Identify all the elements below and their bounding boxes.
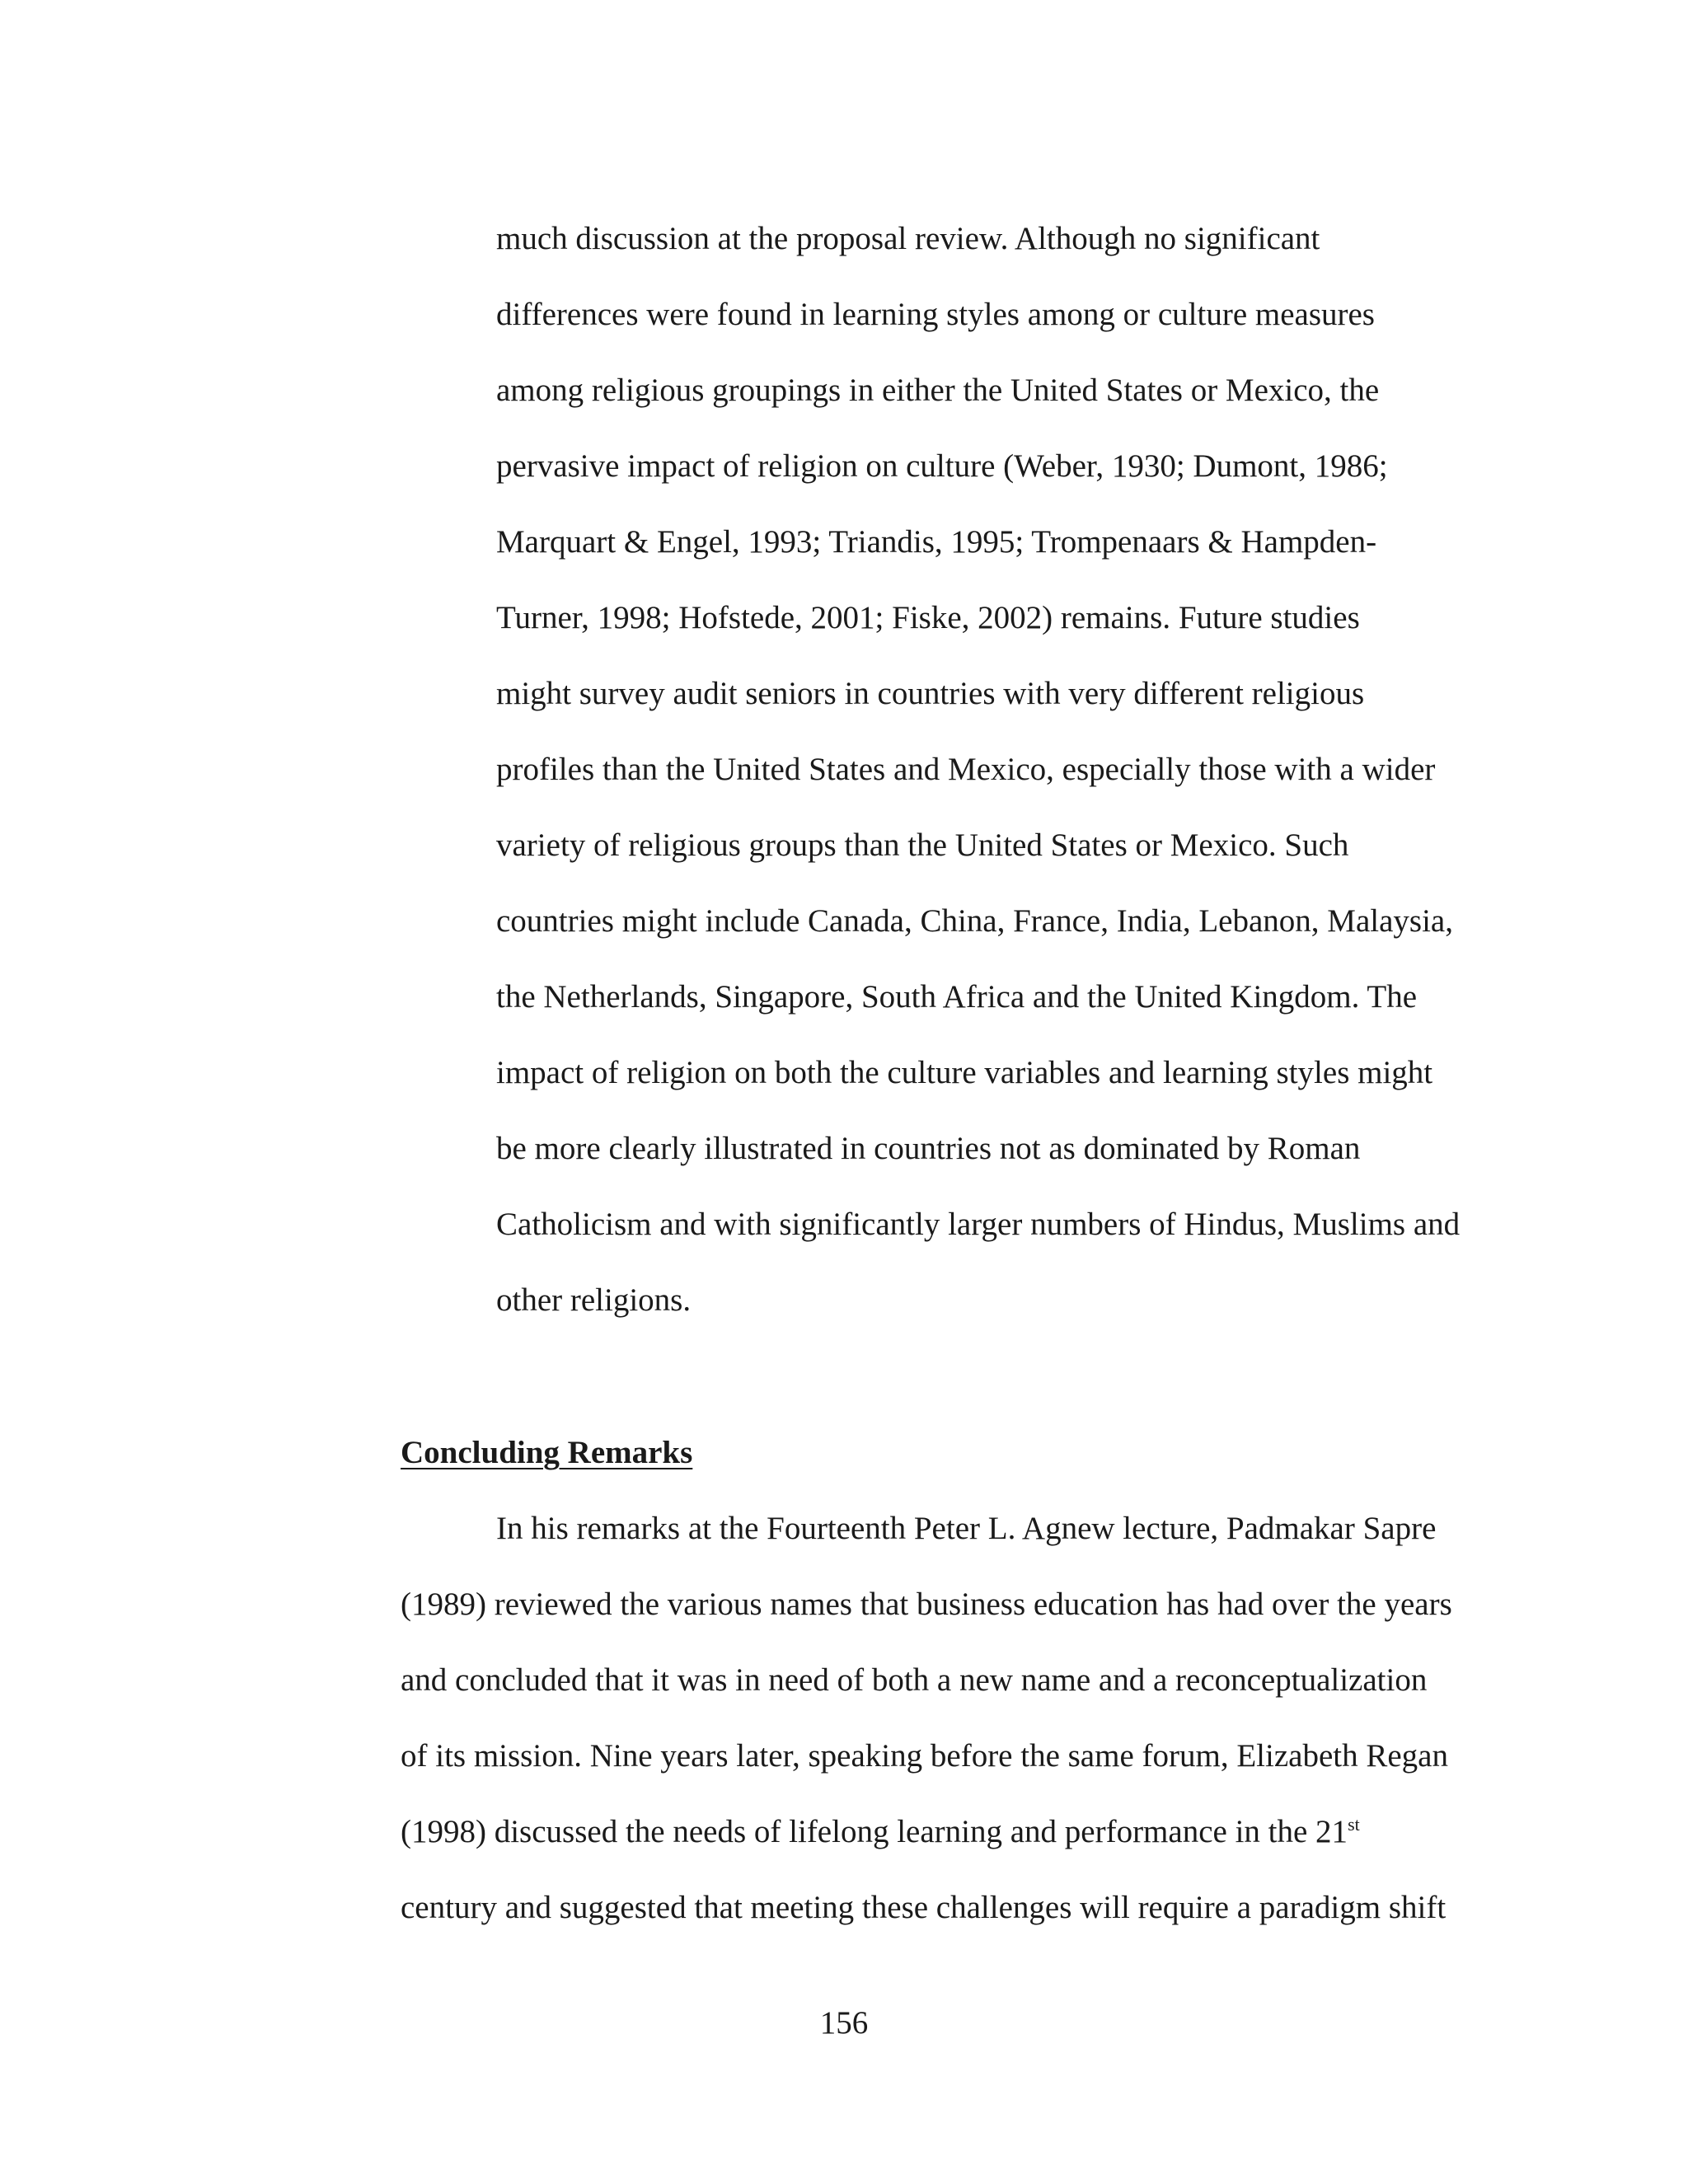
page-number: 156 bbox=[819, 2005, 869, 2041]
paragraph-line: differences were found in learning styles among or culture measures bbox=[496, 297, 1375, 332]
section-heading: Concluding Remarks bbox=[401, 1435, 693, 1470]
paragraph-line: profiles than the United States and Mexico, especially those with a wider bbox=[496, 752, 1436, 787]
paragraph-line: the Netherlands, Singapore, South Africa and the United Kingdom. The bbox=[496, 979, 1418, 1015]
paragraph-line: much discussion at the proposal review. Although no significant bbox=[496, 221, 1320, 256]
paragraph-line: Marquart & Engel, 1993; Triandis, 1995; Trompenaars & Hampden- bbox=[496, 524, 1377, 560]
paragraph-line: among religious groupings in either the United States or Mexico, the bbox=[496, 373, 1380, 408]
paragraph-line: might survey audit seniors in countries with very different religious bbox=[496, 676, 1365, 711]
paragraph-line-text: (1998) discussed the needs of lifelong learning and performance in the 21 bbox=[401, 1814, 1348, 1849]
paragraph-line: century and suggested that meeting these challenges will require a paradigm shift bbox=[401, 1890, 1447, 1925]
paragraph-line: and concluded that it was in need of both a new name and a reconceptualization bbox=[401, 1662, 1428, 1698]
superscript-ordinal: st bbox=[1348, 1814, 1360, 1835]
paragraph-line: of its mission. Nine years later, speaking before the same forum, Elizabeth Regan bbox=[401, 1738, 1448, 1774]
paragraph-line: Catholicism and with significantly larger numbers of Hindus, Muslims and bbox=[496, 1207, 1461, 1242]
paragraph-line: variety of religious groups than the United States or Mexico. Such bbox=[496, 827, 1349, 863]
paragraph-line: Turner, 1998; Hofstede, 2001; Fiske, 2002) remains. Future studies bbox=[496, 600, 1360, 635]
paragraph-line: be more clearly illustrated in countries not as dominated by Roman bbox=[496, 1131, 1361, 1166]
paragraph-line-with-superscript bbox=[401, 1811, 1360, 1853]
paragraph-line: In his remarks at the Fourteenth Peter L. Agnew lecture, Padmakar Sapre bbox=[496, 1511, 1437, 1546]
paragraph-line: pervasive impact of religion on culture (Weber, 1930; Dumont, 1986; bbox=[496, 448, 1388, 484]
paragraph-line: impact of religion on both the culture variables and learning styles might bbox=[496, 1055, 1433, 1090]
paragraph-line: countries might include Canada, China, France, India, Lebanon, Malaysia, bbox=[496, 903, 1453, 939]
paragraph-line: (1989) reviewed the various names that business education has had over the years bbox=[401, 1586, 1452, 1622]
paragraph-line: other religions. bbox=[496, 1282, 692, 1318]
